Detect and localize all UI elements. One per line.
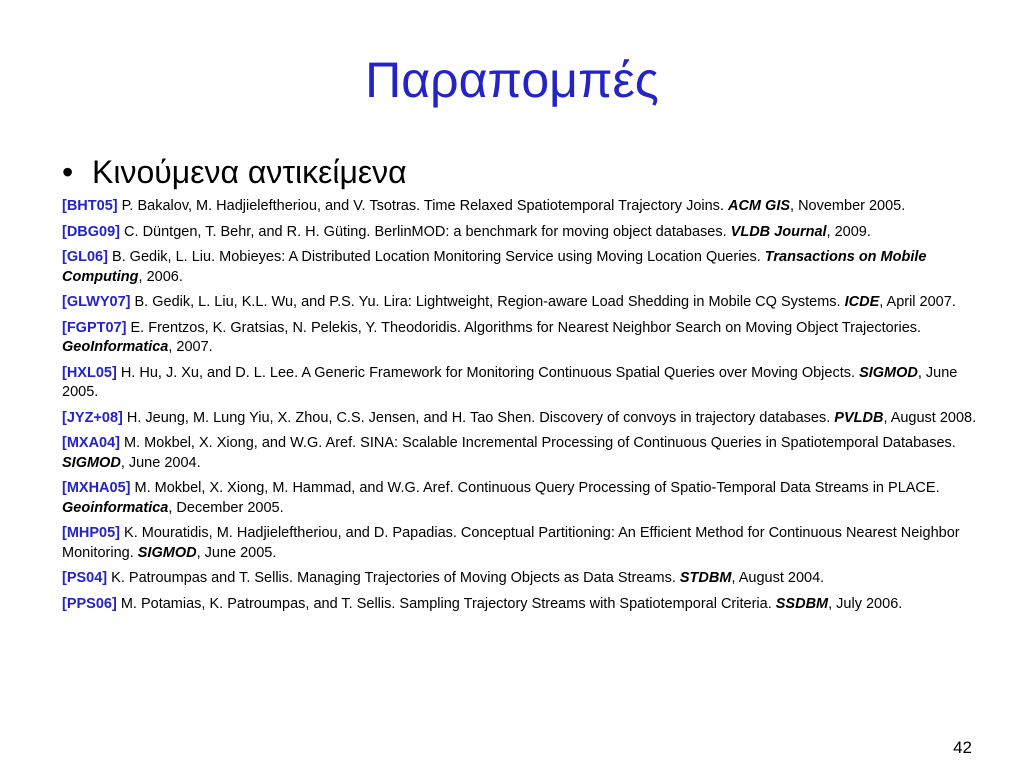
reference-item xyxy=(62,293,982,313)
reference-text: M. Mokbel, X. Xiong, M. Hammad, and W.G. Aref. Continuous Query Processing of Spatio-Temporal Data Streams in PLACE. xyxy=(130,480,940,496)
reference-venue: ACM GIS xyxy=(727,198,791,214)
reference-venue: SIGMOD xyxy=(859,364,918,381)
reference-tail: , 2009. xyxy=(826,223,871,240)
reference-key: [GLWY07] xyxy=(62,294,131,310)
reference-venue: ICDE xyxy=(844,294,880,310)
reference-text: B. Gedik, L. Liu, K.L. Wu, and P.S. Yu. Lira: Lightweight, Region-aware Load Shedding in Mobile CQ Systems. xyxy=(130,294,845,310)
reference-list xyxy=(62,197,982,620)
reference-tail: , 2007. xyxy=(168,339,213,355)
reference-key: [MHP05] xyxy=(62,525,121,541)
reference-text: K. Mouratidis, M. Hadjieleftheriou, and D. Papadias. Conceptual Partitioning: An Efficient Method for Continuous Nearest Neighbor Monitoring. xyxy=(62,525,960,561)
reference-tail: , August 2004. xyxy=(731,570,825,586)
reference-key: [DBG09] xyxy=(62,223,121,240)
reference-tail: , August 2008. xyxy=(883,409,977,426)
reference-key: [FGPT07] xyxy=(62,319,127,336)
reference-tail: , June 2005. xyxy=(62,364,958,400)
reference-text: C. Düntgen, T. Behr, and R. H. Güting. BerlinMOD: a benchmark for moving object databases. xyxy=(120,223,731,240)
reference-venue: Geoinformatica xyxy=(62,499,169,516)
reference-text: K. Patroumpas and T. Sellis. Managing Trajectories of Moving Objects as Data Streams. xyxy=(107,570,680,586)
page-number: 42 xyxy=(953,738,972,757)
reference-tail: , June 2005. xyxy=(196,544,277,561)
reference-item xyxy=(62,409,982,429)
reference-tail: , 2006. xyxy=(138,268,183,285)
reference-item xyxy=(62,248,982,287)
reference-venue: SIGMOD xyxy=(62,454,121,471)
reference-item xyxy=(62,364,982,403)
reference-tail: , April 2007. xyxy=(879,294,956,310)
reference-item xyxy=(62,479,982,518)
reference-venue: STDBM xyxy=(679,570,732,586)
reference-text: P. Bakalov, M. Hadjieleftheriou, and V. Tsotras. Time Relaxed Spatiotemporal Trajectory Joins. xyxy=(117,198,728,214)
bullet-heading xyxy=(62,152,407,192)
reference-key: [MXA04] xyxy=(62,435,121,451)
reference-venue: PVLDB xyxy=(834,409,884,426)
bullet-text: Κινούμενα αντικείμενα xyxy=(92,154,407,190)
reference-tail: , November 2005. xyxy=(790,198,906,214)
reference-tail: , July 2006. xyxy=(828,595,903,612)
reference-venue: SIGMOD xyxy=(137,544,197,561)
reference-tail: , December 2005. xyxy=(168,499,284,516)
reference-text: B. Gedik, L. Liu. Mobieyes: A Distributed Location Monitoring Service using Moving Location Queries. xyxy=(107,249,765,265)
reference-item xyxy=(62,434,982,473)
reference-key: [JYZ+08] xyxy=(62,409,123,426)
reference-text: H. Hu, J. Xu, and D. L. Lee. A Generic Framework for Monitoring Continuous Spatial Queries over Moving Objects. xyxy=(116,364,860,381)
reference-item xyxy=(62,595,982,615)
reference-key: [MXHA05] xyxy=(62,480,131,496)
reference-text: H. Jeung, M. Lung Yiu, X. Zhou, C.S. Jensen, and H. Tao Shen. Discovery of convoys in trajectory databases. xyxy=(122,409,835,426)
reference-item xyxy=(62,319,982,358)
reference-key: [PS04] xyxy=(62,570,108,586)
reference-key: [GL06] xyxy=(62,249,108,265)
reference-venue: GeoInformatica xyxy=(62,339,169,355)
reference-text: M. Potamias, K. Patroumpas, and T. Sellis. Sampling Trajectory Streams with Spatiotemporal Criteria. xyxy=(116,595,776,612)
reference-venue: VLDB Journal xyxy=(730,223,827,240)
reference-item xyxy=(62,223,982,243)
reference-item xyxy=(62,197,982,217)
reference-key: [PPS06] xyxy=(62,595,117,612)
reference-text: E. Frentzos, K. Gratsias, N. Pelekis, Y. Theodoridis. Algorithms for Nearest Neighbor Search on Moving Object Trajectories. xyxy=(126,319,922,336)
slide-title: Παραπομπές xyxy=(365,52,659,108)
reference-tail: , June 2004. xyxy=(120,454,201,471)
reference-key: [HXL05] xyxy=(62,364,117,381)
reference-key: [BHT05] xyxy=(62,198,118,214)
reference-item xyxy=(62,569,982,589)
reference-text: M. Mokbel, X. Xiong, and W.G. Aref. SINA: Scalable Incremental Processing of Continuous Queries in Spatiotemporal Databases. xyxy=(120,435,956,451)
reference-item xyxy=(62,524,982,563)
bullet-icon: • xyxy=(62,154,74,190)
reference-venue: SSDBM xyxy=(775,595,829,612)
reference-venue: Transactions on Mobile Computing xyxy=(62,249,927,285)
